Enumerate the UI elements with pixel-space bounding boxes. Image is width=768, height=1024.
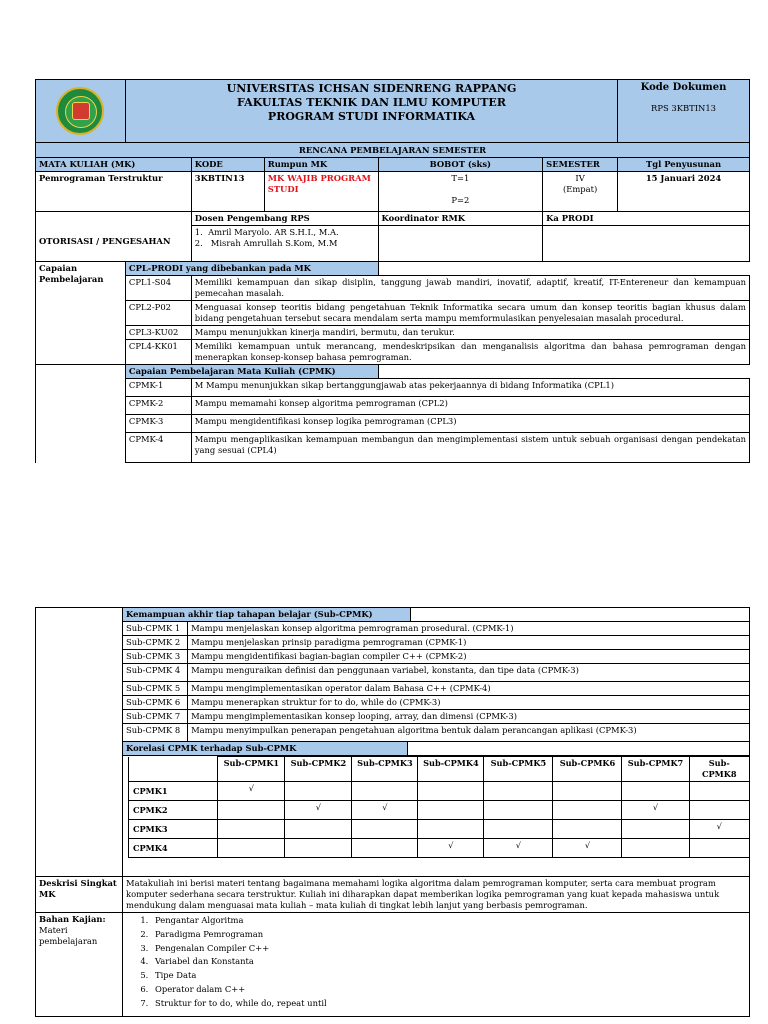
matrix-cell [285, 820, 352, 839]
cpl-text: Menguasai konsep teoritis bidang pengetahuan Teknik Informatika secara umum dan konsep teoritis bagian khusus dalam bidang pengetahuan tersebut secara mendalam serta mampu memformulasikan penyelesaian masalah procedural. [191, 301, 749, 326]
bahan-item: 7. Struktur for to do, while do, repeat until [151, 997, 746, 1011]
koordinator-signature [378, 226, 543, 262]
matrix-cell [622, 782, 689, 801]
cpl-heading: CPL-PRODI yang dibebankan pada MK [125, 262, 378, 276]
logo-cell [36, 80, 126, 143]
kaprodi-signature [543, 226, 750, 262]
matrix-col-header: Sub-CPMK2 [285, 757, 352, 782]
faculty-name: FAKULTAS TEKNIK DAN ILMU KOMPUTER [237, 96, 506, 109]
bahan-label: Bahan Kajian: [39, 914, 106, 924]
tgl-header: Tgl Penyusunan [618, 158, 750, 172]
matrix-cell [418, 782, 484, 801]
subcpmk-code: Sub-CPMK 3 [123, 650, 188, 664]
bahan-item: 1. Pengantar Algoritma [151, 914, 746, 928]
matrix-cell [553, 820, 622, 839]
cpmk-text: Mampu mengaplikasikan kemampuan membangun dan mengimplementasi sistem untuk sebuah organisasi dengan pendekatan yang sesuai (CPL4) [191, 433, 749, 463]
matrix-cell [218, 820, 285, 839]
matrix-cell [622, 839, 689, 858]
subcpmk-code: Sub-CPMK 5 [123, 682, 188, 696]
matrix-cell [218, 839, 285, 858]
cpmk-heading: Capaian Pembelajaran Mata Kuliah (CPMK) [125, 365, 378, 379]
document-title: RENCANA PEMBELAJARAN SEMESTER [36, 143, 750, 158]
matrix-row [129, 839, 750, 858]
subcpmk-text: Mampu menjelaskan konsep algoritma pemrograman prosedural. (CPMK-1) [188, 622, 750, 636]
cpmk-code: CPMK-4 [125, 433, 191, 463]
mk-header: MATA KULIAH (MK) [36, 158, 192, 172]
matrix-cell [553, 782, 622, 801]
subcpmk-text: Mampu menyimpulkan penerapan pengetahuan algoritma bentuk dalam perancangan aplikasi (CPMK-3) [188, 724, 750, 742]
check-mark-icon: √ [622, 801, 689, 820]
matrix-row-label: CPMK3 [129, 820, 218, 839]
subcpmk-code: Sub-CPMK 7 [123, 710, 188, 724]
matrix-row-label: CPMK4 [129, 839, 218, 858]
rps-header-table [35, 79, 750, 463]
bahan-item: 4. Variabel dan Konstanta [151, 955, 746, 969]
matrix-row [129, 782, 750, 801]
check-mark-icon: √ [218, 782, 285, 801]
matrix-cell [553, 801, 622, 820]
cpmk-code: CPMK-3 [125, 415, 191, 433]
subcpmk-code: Sub-CPMK 2 [123, 636, 188, 650]
korelasi-heading: Korelasi CPMK terhadap Sub-CPMK [123, 742, 408, 755]
matrix-cell [352, 839, 418, 858]
kaprodi-header: Ka PRODI [543, 212, 750, 226]
matrix-col-header: Sub-CPMK3 [352, 757, 418, 782]
cpl-code: CPL2-P02 [125, 301, 191, 326]
bahan-label-cell [36, 913, 123, 1017]
subcpmk-text: Mampu menerapkan struktur for to do, while do (CPMK-3) [188, 696, 750, 710]
subcpmk-text: Mampu mengimplementasikan operator dalam Bahasa C++ (CPMK-4) [188, 682, 750, 696]
document-code-cell [618, 80, 750, 143]
bahan-item: 5. Tipe Data [151, 969, 746, 983]
matrix-cell [484, 801, 553, 820]
deskripsi-label: Deskrisi Singkat MK [36, 877, 123, 913]
matrix-row [129, 820, 750, 839]
course-name: Pemrograman Terstruktur [36, 172, 192, 212]
course-semester [543, 172, 618, 212]
matrix-col-header: Sub-CPMK7 [622, 757, 689, 782]
matrix-cell [622, 820, 689, 839]
subcpmk-text: Mampu menguraikan definisi dan penggunaan variabel, konstanta, dan tipe data (CPMK-3) [188, 664, 750, 682]
cpmk-text: Mampu memamahi konsep algoritma pemrograman (CPL2) [191, 397, 749, 415]
semester-header: SEMESTER [543, 158, 618, 172]
bahan-item: 3. Pengenalan Compiler C++ [151, 942, 746, 956]
cpl-code: CPL1-S04 [125, 276, 191, 301]
matrix-body [129, 782, 750, 858]
dosen-item: 1. Amril Maryolo. AR S.H.I., M.A. [194, 227, 339, 237]
dosen-list-cell [191, 226, 378, 262]
university-logo-icon [56, 87, 104, 135]
bahan-list-cell [123, 913, 750, 1017]
check-mark-icon: √ [689, 820, 749, 839]
deskripsi-text: Matakuliah ini berisi materi tentang bagaimana memahami logika algoritma dalam pemrograman komputer, serta cara membuat program komputer sederhana secara terstruktur. Kuliah ini diharapkan dapat memberikan logika pemrograman yang kuat kepada mahasiswa untuk mendukung dalam menguasai mata kuliah – mata kuliah di tingkat lebih lanjut yang berbasis pemrograman. [123, 877, 750, 913]
koordinator-header: Koordinator RMK [378, 212, 543, 226]
cpl-text: Memiliki kemampuan dan sikap disiplin, tanggung jawab mandiri, inovatif, adaptif, kreatif, IT-Entereneur dan kemampuan pemecahan masalah. [191, 276, 749, 301]
matrix-cell [689, 801, 749, 820]
otorisasi-label: OTORISASI / PENGESAHAN [36, 212, 192, 262]
matrix-cell [285, 782, 352, 801]
check-mark-icon: √ [484, 839, 553, 858]
cpmk-code: CPMK-2 [125, 397, 191, 415]
document-code-label: Kode Dokumen [640, 82, 727, 93]
kode-header: KODE [191, 158, 264, 172]
matrix-col-header: Sub-CPMK6 [553, 757, 622, 782]
university-name: UNIVERSITAS ICHSAN SIDENRENG RAPPANG [226, 82, 517, 95]
subcpmk-code: Sub-CPMK 8 [123, 724, 188, 742]
matrix-col-header: Sub-CPMK5 [484, 757, 553, 782]
semester-desc: (Empat) [562, 184, 598, 194]
subcpmk-code: Sub-CPMK 6 [123, 696, 188, 710]
matrix-row [129, 801, 750, 820]
course-code: 3KBTIN13 [191, 172, 264, 212]
check-mark-icon: √ [352, 801, 418, 820]
document-code-value: RPS 3KBTIN13 [651, 103, 717, 113]
matrix-cell [352, 820, 418, 839]
bahan-item: 2. Paradigma Pemrograman [151, 928, 746, 942]
bahan-sublabel: Materi pembelajaran [39, 925, 98, 946]
cpmk-code: CPMK-1 [125, 379, 191, 397]
bahan-list [133, 914, 746, 1011]
check-mark-icon: √ [418, 839, 484, 858]
rps-detail-table [35, 607, 750, 1017]
subcpmk-code: Sub-CPMK 1 [123, 622, 188, 636]
matrix-cell [689, 839, 749, 858]
course-group: MK WAJIB PROGRAM STUDI [264, 172, 378, 212]
program-name: PROGRAM STUDI INFORMATIKA [267, 110, 476, 123]
cpmk-text: M Mampu menunjukkan sikap bertanggungjawab atas pekerjaannya di bidang Informatika (CPL1) [191, 379, 749, 397]
matrix-cell [352, 782, 418, 801]
matrix-cell [484, 782, 553, 801]
credits-practice: P=2 [451, 195, 470, 205]
cpl-text: Memiliki kemampuan untuk merancang, mendeskripsikan dan menganalisis algoritma dan bahasa pemrograman dengan menerapkan konsep-konsep bahasa pemrograman. [191, 340, 749, 365]
capaian-label: Capaian Pembelajaran [36, 262, 126, 365]
course-date: 15 Januari 2024 [618, 172, 750, 212]
dosen-header: Dosen Pengembang RPS [191, 212, 378, 226]
matrix-cell [418, 801, 484, 820]
bobot-header: BOBOT (sks) [378, 158, 543, 172]
matrix-cell [418, 820, 484, 839]
institution-heading [125, 80, 617, 143]
matrix-col-header: Sub-CPMK1 [218, 757, 285, 782]
rumpun-header: Rumpun MK [264, 158, 378, 172]
cpl-code: CPL3-KU02 [125, 326, 191, 340]
cpl-code: CPL4-KK01 [125, 340, 191, 365]
matrix-row-label: CPMK1 [129, 782, 218, 801]
matrix-row-label: CPMK2 [129, 801, 218, 820]
matrix-cell [689, 782, 749, 801]
subcpmk-code: Sub-CPMK 4 [123, 664, 188, 682]
matrix-cell [218, 801, 285, 820]
cpl-text: Mampu menunjukkan kinerja mandiri, bermutu, dan terukur. [191, 326, 749, 340]
cpmk-text: Mampu mengidentifikasi konsep logika pemrograman (CPL3) [191, 415, 749, 433]
matrix-col-header: Sub-CPMK8 [689, 757, 749, 782]
dosen-item: 2. Misrah Amrullah S.Kom, M.M [194, 238, 338, 248]
matrix-cell [285, 839, 352, 858]
subcpmk-text: Mampu menjelaskan prinsip paradigma pemrograman (CPMK-1) [188, 636, 750, 650]
matrix-col-header: Sub-CPMK4 [418, 757, 484, 782]
check-mark-icon: √ [553, 839, 622, 858]
subcpmk-heading: Kemampuan akhir tiap tahapan belajar (Sub-CPMK) [123, 608, 411, 621]
bahan-item: 6. Operator dalam C++ [151, 983, 746, 997]
semester-value: IV [575, 173, 585, 183]
korelasi-matrix [128, 756, 749, 858]
credits-theory: T=1 [451, 173, 470, 183]
check-mark-icon: √ [285, 801, 352, 820]
course-credits [378, 172, 543, 212]
subcpmk-text: Mampu mengidentifikasi bagian-bagian compiler C++ (CPMK-2) [188, 650, 750, 664]
matrix-cell [484, 820, 553, 839]
subcpmk-text: Mampu mengimplementasikan konsep looping, array, dan dimensi (CPMK-3) [188, 710, 750, 724]
